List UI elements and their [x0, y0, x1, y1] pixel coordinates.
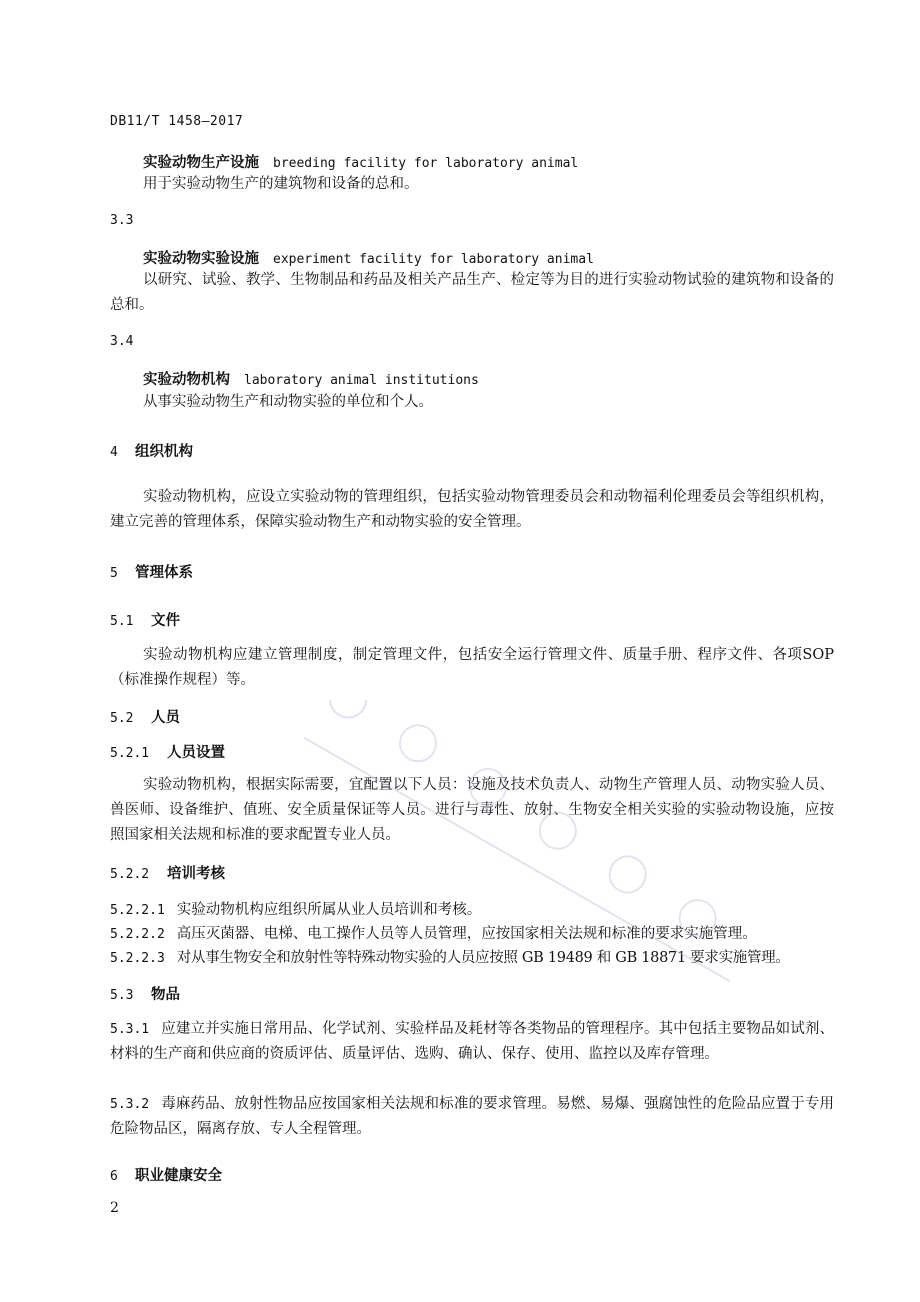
section-5-2-1-title: 人员设置	[167, 744, 225, 761]
clause-5-3-1-number: 5.3.1	[110, 1022, 150, 1037]
section-5-2-2-heading	[110, 862, 225, 883]
clause-5-3-2	[110, 1092, 834, 1142]
section-6-number: 6	[110, 1169, 118, 1184]
term-3-3	[143, 247, 594, 268]
section-5-number: 5	[110, 566, 118, 581]
section-5-2-1-number: 5.2.1	[110, 746, 150, 761]
section-6-heading	[110, 1164, 222, 1185]
section-5-3-number: 5.3	[110, 988, 134, 1003]
term-3-4	[143, 368, 479, 389]
document-code: DB11/T 1458—2017	[110, 114, 244, 129]
section-5-3-title: 物品	[151, 986, 180, 1003]
clause-5-3-1-text: 应建立并实施日常用品、化学试剂、实验样品及耗材等各类物品的管理程序。其中包括主要物品如试剂、材料的生产商和供应商的资质评估、质量评估、选购、确认、保存、使用、监控以及库存管理。	[110, 1021, 834, 1062]
term-3-4-zh: 实验动物机构	[143, 371, 230, 388]
term-3-2-definition: 用于实验动物生产的建筑物和设备的总和。	[143, 176, 419, 192]
section-5-1-title: 文件	[151, 612, 180, 629]
section-4-title: 组织机构	[135, 443, 193, 460]
section-5-1-heading	[110, 609, 180, 630]
section-5-3-heading	[110, 983, 180, 1004]
section-5-1-number: 5.1	[110, 614, 134, 629]
section-5-2-2-title: 培训考核	[167, 865, 225, 882]
term-3-3-en: experiment facility for laboratory animal	[273, 252, 594, 267]
clause-5-3-2-text: 毒麻药品、放射性物品应按国家相关法规和标准的要求管理。易燃、易爆、强腐蚀性的危险品应置于专用危险物品区，隔离存放、专人全程管理。	[110, 1096, 834, 1137]
section-5-1-text: 实验动物机构应建立管理制度，制定管理文件，包括安全运行管理文件、质量手册、程序文件、各项SOP（标准操作规程）等。	[110, 647, 834, 688]
section-4-number: 4	[110, 445, 118, 460]
page-number: 2	[110, 1200, 119, 1216]
term-3-4-en: laboratory animal institutions	[244, 373, 479, 388]
term-3-2-zh: 实验动物生产设施	[143, 154, 259, 171]
clause-5-3-2-number: 5.3.2	[110, 1097, 150, 1112]
term-3-4-definition: 从事实验动物生产和动物实验的单位和个人。	[143, 394, 433, 410]
term-3-2-en: breeding facility for laboratory animal	[273, 156, 579, 171]
section-6-title: 职业健康安全	[135, 1167, 222, 1184]
section-5-2-heading	[110, 706, 180, 727]
term-3-3-number: 3.3	[110, 213, 134, 228]
clause-5-2-2-2-number: 5.2.2.2	[110, 927, 165, 942]
section-5-heading	[110, 561, 193, 582]
term-3-3-definition: 以研究、试验、教学、生物制品和药品及相关产品生产、检定等为目的进行实验动物试验的建筑物和设备的总和。	[110, 272, 834, 313]
term-3-3-zh: 实验动物实验设施	[143, 250, 259, 267]
section-5-2-title: 人员	[151, 709, 180, 726]
clause-5-2-2-3-number: 5.2.2.3	[110, 951, 165, 966]
clause-5-2-2-1-number: 5.2.2.1	[110, 903, 165, 918]
clause-5-2-2-3-text: 对从事生物安全和放射性等特殊动物实验的人员应按照 GB 19489 和 GB 18871 要求实施管理。	[176, 950, 790, 966]
clause-5-2-2-1-text: 实验动物机构应组织所属从业人员培训和考核。	[176, 902, 482, 918]
clause-5-2-2-2-text: 高压灭菌器、电梯、电工操作人员等人员管理，应按国家相关法规和标准的要求实施管理。	[176, 926, 757, 942]
term-3-4-number: 3.4	[110, 334, 134, 349]
clause-5-2-2-1	[110, 898, 481, 919]
section-4-heading	[110, 440, 193, 461]
section-5-2-number: 5.2	[110, 711, 134, 726]
section-5-2-1-text: 实验动物机构，根据实际需要，宜配置以下人员：设施及技术负责人、动物生产管理人员、动物实验人员、兽医师、设备维护、值班、安全质量保证等人员。进行与毒性、放射、生物安全相关实验的实验动物设施，应按照国家相关法规和标准的要求配置专业人员。	[110, 777, 834, 843]
section-5-2-2-number: 5.2.2	[110, 867, 150, 882]
section-5-title: 管理体系	[135, 564, 193, 581]
section-4-text: 实验动物机构，应设立实验动物的管理组织，包括实验动物管理委员会和动物福利伦理委员会等组织机构，建立完善的管理体系，保障实验动物生产和动物实验的安全管理。	[110, 489, 834, 530]
clause-5-2-2-3	[110, 946, 790, 967]
term-3-2	[143, 151, 578, 172]
clause-5-3-1	[110, 1017, 834, 1067]
clause-5-2-2-2	[110, 922, 757, 943]
section-5-2-1-heading	[110, 741, 225, 762]
